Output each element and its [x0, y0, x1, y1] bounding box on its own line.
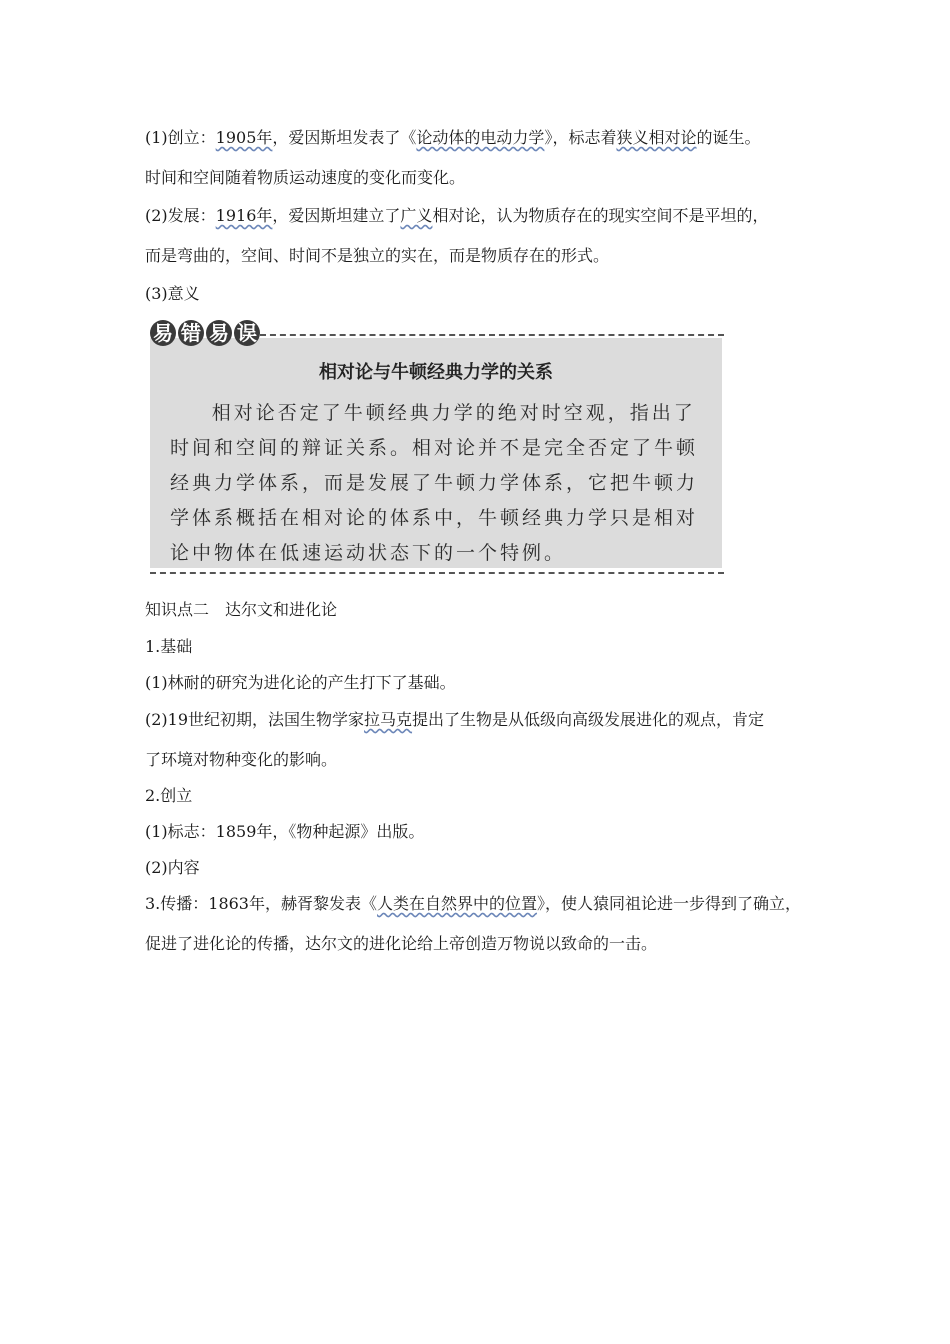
dashed-divider-top: [260, 334, 724, 336]
tag-char: 易: [150, 320, 176, 346]
tag-char: 易: [206, 320, 232, 346]
paragraph-development: (2)发展：1916年，爱因斯坦建立了广义相对论，认为物质存在的现实空间不是平坦的，: [145, 206, 769, 225]
year-1905: 1905年: [215, 128, 273, 147]
callout-tag: [150, 320, 260, 346]
heading-basis: 1.基础: [145, 637, 193, 656]
basis-item-2: (2)19世纪初期，法国生物学家拉马克提出了生物是从低级向高级发展进化的观点，肯定: [145, 710, 765, 729]
general-relativity: 广义: [400, 206, 433, 225]
year-1916: 1916年: [215, 206, 273, 225]
basis-item-2-cont: 了环境对物种变化的影响。: [145, 750, 338, 769]
spread-paragraph-cont: 促进了进化论的传播，达尔文的进化论给上帝创造万物说以致命的一击。: [145, 934, 658, 953]
paragraph-founding: (1)创立：1905年，爱因斯坦发表了《论动体的电动力学》，标志着狭义相对论的诞生。: [145, 128, 761, 147]
callout-body: 相对论否定了牛顿经典力学的绝对时空观，指出了时间和空间的辩证关系。相对论并不是完全否定了牛顿经典力学体系，而是发展了牛顿力学体系，它把牛顿力学体系概括在相对论的体系中，牛顿经典力学只是相对论中物体在低速运动状态下的一个特例。: [170, 402, 699, 564]
heading-founding: 2.创立: [145, 786, 193, 805]
callout-panel: [150, 338, 722, 568]
special-relativity: 狭义相对论: [616, 128, 697, 147]
section-heading-darwin: 知识点二 达尔文和进化论: [145, 600, 338, 619]
tag-char: 误: [234, 320, 260, 346]
paragraph-development-cont: 而是弯曲的，空间、时间不是独立的实在，而是物质存在的形式。: [145, 246, 610, 265]
callout-box: [150, 321, 724, 574]
callout-title: 相对论与牛顿经典力学的关系: [319, 362, 553, 383]
founding-item-2: (2)内容: [145, 858, 200, 877]
paragraph-founding-cont: 时间和空间随着物质运动速度的变化而变化。: [145, 168, 466, 187]
tag-char: 错: [178, 320, 204, 346]
paragraph-significance: (3)意义: [145, 284, 200, 303]
work-title: 论动体的电动力学: [416, 128, 545, 147]
founding-item-1: (1)标志：1859年，《物种起源》出版。: [145, 822, 425, 841]
spread-paragraph: 3.传播：1863年，赫胥黎发表《人类在自然界中的位置》，使人猿同祖论进一步得到了确立，: [145, 894, 802, 913]
huxley-work: 人类在自然界中的位置: [377, 894, 538, 913]
dashed-divider-bottom: [150, 572, 724, 574]
lamarck-name: 拉马克: [364, 710, 413, 729]
basis-item-1: (1)林耐的研究为进化论的产生打下了基础。: [145, 673, 456, 692]
